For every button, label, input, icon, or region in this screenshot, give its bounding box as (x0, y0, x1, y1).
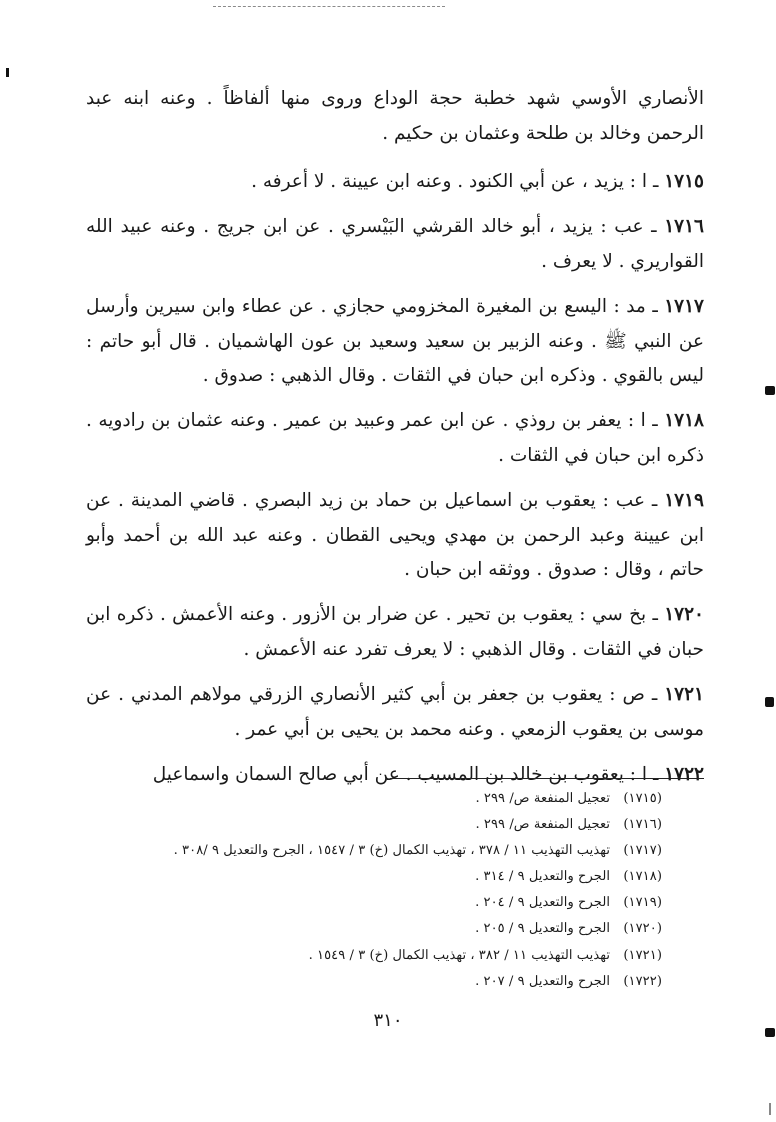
entry-1720 (86, 598, 704, 667)
entry-number: ١٧٢٢ (664, 763, 704, 785)
footnote-number: (١٧١٦) (623, 817, 662, 833)
entry-text: ـ ا : يعقوب بن خالد بن المسيب . عن أبي صالح السمان واسماعيل (152, 763, 665, 785)
page-number: ٣١٠ (373, 1010, 403, 1031)
entry-number: ١٧٢١ (664, 683, 704, 705)
entry-text: ـ عب : يعقوب بن اسماعيل بن حماد بن زيد البصري . قاضي المدينة . عن ابن عيينة وعبد الرحمن بن مهدي ويحيى القطان . وعنه عبد الله بن أحمد وأبو حاتم ، وقال : صدوق . ووثقه ابن حبان . (86, 489, 704, 581)
footnote-number: (١٧١٩) (623, 895, 662, 911)
scan-mark-right-3 (765, 1028, 775, 1037)
footnote-number: (١٧٢٠) (623, 921, 662, 937)
scan-mark-top-left (6, 68, 9, 77)
entry-1718 (86, 404, 704, 473)
footnote-1720 (70, 916, 662, 942)
entry-text: ـ بخ سي : يعقوب بن تحير . عن ضرار بن الأزور . وعنه الأعمش . ذكره ابن حبان في الثقات . وقال الذهبي : لا يعرف تفرد عنه الأعمش . (86, 604, 704, 660)
top-dashed-rule (213, 6, 445, 7)
entry-1717 (86, 290, 704, 394)
footnote-text: الجرح والتعديل ٩ / ٣١٤ . (475, 869, 610, 885)
intro-paragraph: الأنصاري الأوسي شهد خطبة حجة الوداع وروى منها ألفاظاً . وعنه ابنه عبد الرحمن وخالد بن طلحة وعثمان بن حكيم . (86, 88, 704, 144)
footnote-text: الجرح والتعديل ٩ / ٢٠٤ . (475, 895, 610, 911)
scan-mark-right-2 (765, 697, 774, 707)
entry-1721 (86, 678, 704, 747)
footnote-number: (١٧١٥) (623, 791, 662, 806)
entry-1719 (86, 484, 704, 588)
footnote-separator (390, 778, 704, 779)
scan-mark-right-1 (765, 386, 775, 395)
footnote-text: تعجيل المنفعة ص/ ٢٩٩ . (475, 817, 610, 833)
footnotes (70, 786, 662, 995)
entry-text: ـ ص : يعقوب بن جعفر بن أبي كثير الأنصاري الزرقي مولاهم المدني . عن موسى بن يعقوب الزمعي . وعنه محمد بن يحيى بن أبي عمر . (86, 683, 704, 740)
entry-number: ١٧١٧ (664, 295, 704, 317)
footnote-1715 (70, 786, 662, 812)
main-text (86, 82, 704, 803)
entry-number: ١٧١٦ (664, 216, 704, 238)
entry-text: ـ ا : يعفر بن روذي . عن ابن عمر وعبيد بن عمير . وعنه عثمان بن رادويه . ذكره ابن حبان في الثقات . (86, 410, 704, 466)
footnote-1716 (70, 812, 662, 838)
footnote-number: (١٧١٨) (623, 869, 662, 885)
footnote-number: (١٧٢١) (623, 947, 662, 963)
entry-text: ـ عب : يزيد ، أبو خالد القرشي البَيْسري . عن ابن جريج . وعنه عبيد الله القواريري . لا يعرف . (86, 216, 704, 272)
entry-1715 (86, 165, 704, 200)
footnote-1717 (70, 838, 662, 864)
entry-number: ١٧١٨ (664, 410, 704, 432)
entry-1716 (86, 210, 704, 279)
footnote-1718 (70, 864, 662, 890)
footnote-text: تهذيب التهذيب ١١ / ٣٧٨ ، تهذيب الكمال (خ) ٣ / ١٥٤٧ ، الجرح والتعديل ٩ /٣٠٨ . (173, 843, 610, 859)
footnote-text: الجرح والتعديل ٩ / ٢٠٥ . (475, 921, 610, 937)
entry-number: ١٧١٩ (664, 489, 704, 511)
footnote-1719 (70, 890, 662, 916)
footnote-text: الجرح والتعديل ٩ / ٢٠٧ . (475, 973, 610, 989)
footnote-number: (١٧٢٢) (623, 973, 662, 989)
entry-text: ـ مد : اليسع بن المغيرة المخزومي حجازي . عن عطاء وابن سيرين وأرسل عن النبي ﷺ . وعنه الزبير بن سعيد وسعيد بن عون الهاشميان . قال أبو حاتم : ليس بالقوي . وذكره ابن حبان في الثقات . وقال الذهبي : صدوق . (86, 295, 704, 387)
footnote-1721 (70, 943, 662, 969)
scan-mark-bottom-right (769, 1103, 771, 1115)
entry-number: ١٧٢٠ (664, 604, 704, 626)
footnote-text: تهذيب التهذيب ١١ / ٣٨٢ ، تهذيب الكمال (خ) ٣ / ١٥٤٩ . (308, 947, 610, 963)
footnote-1722 (70, 969, 662, 995)
footnote-number: (١٧١٧) (623, 843, 662, 859)
footnote-text: تعجيل المنفعة ص/ ٢٩٩ . (475, 791, 610, 806)
entry-number: ١٧١٥ (664, 171, 704, 193)
entry-text: ـ ا : يزيد ، عن أبي الكنود . وعنه ابن عيينة . لا أعرفه . (251, 171, 665, 193)
